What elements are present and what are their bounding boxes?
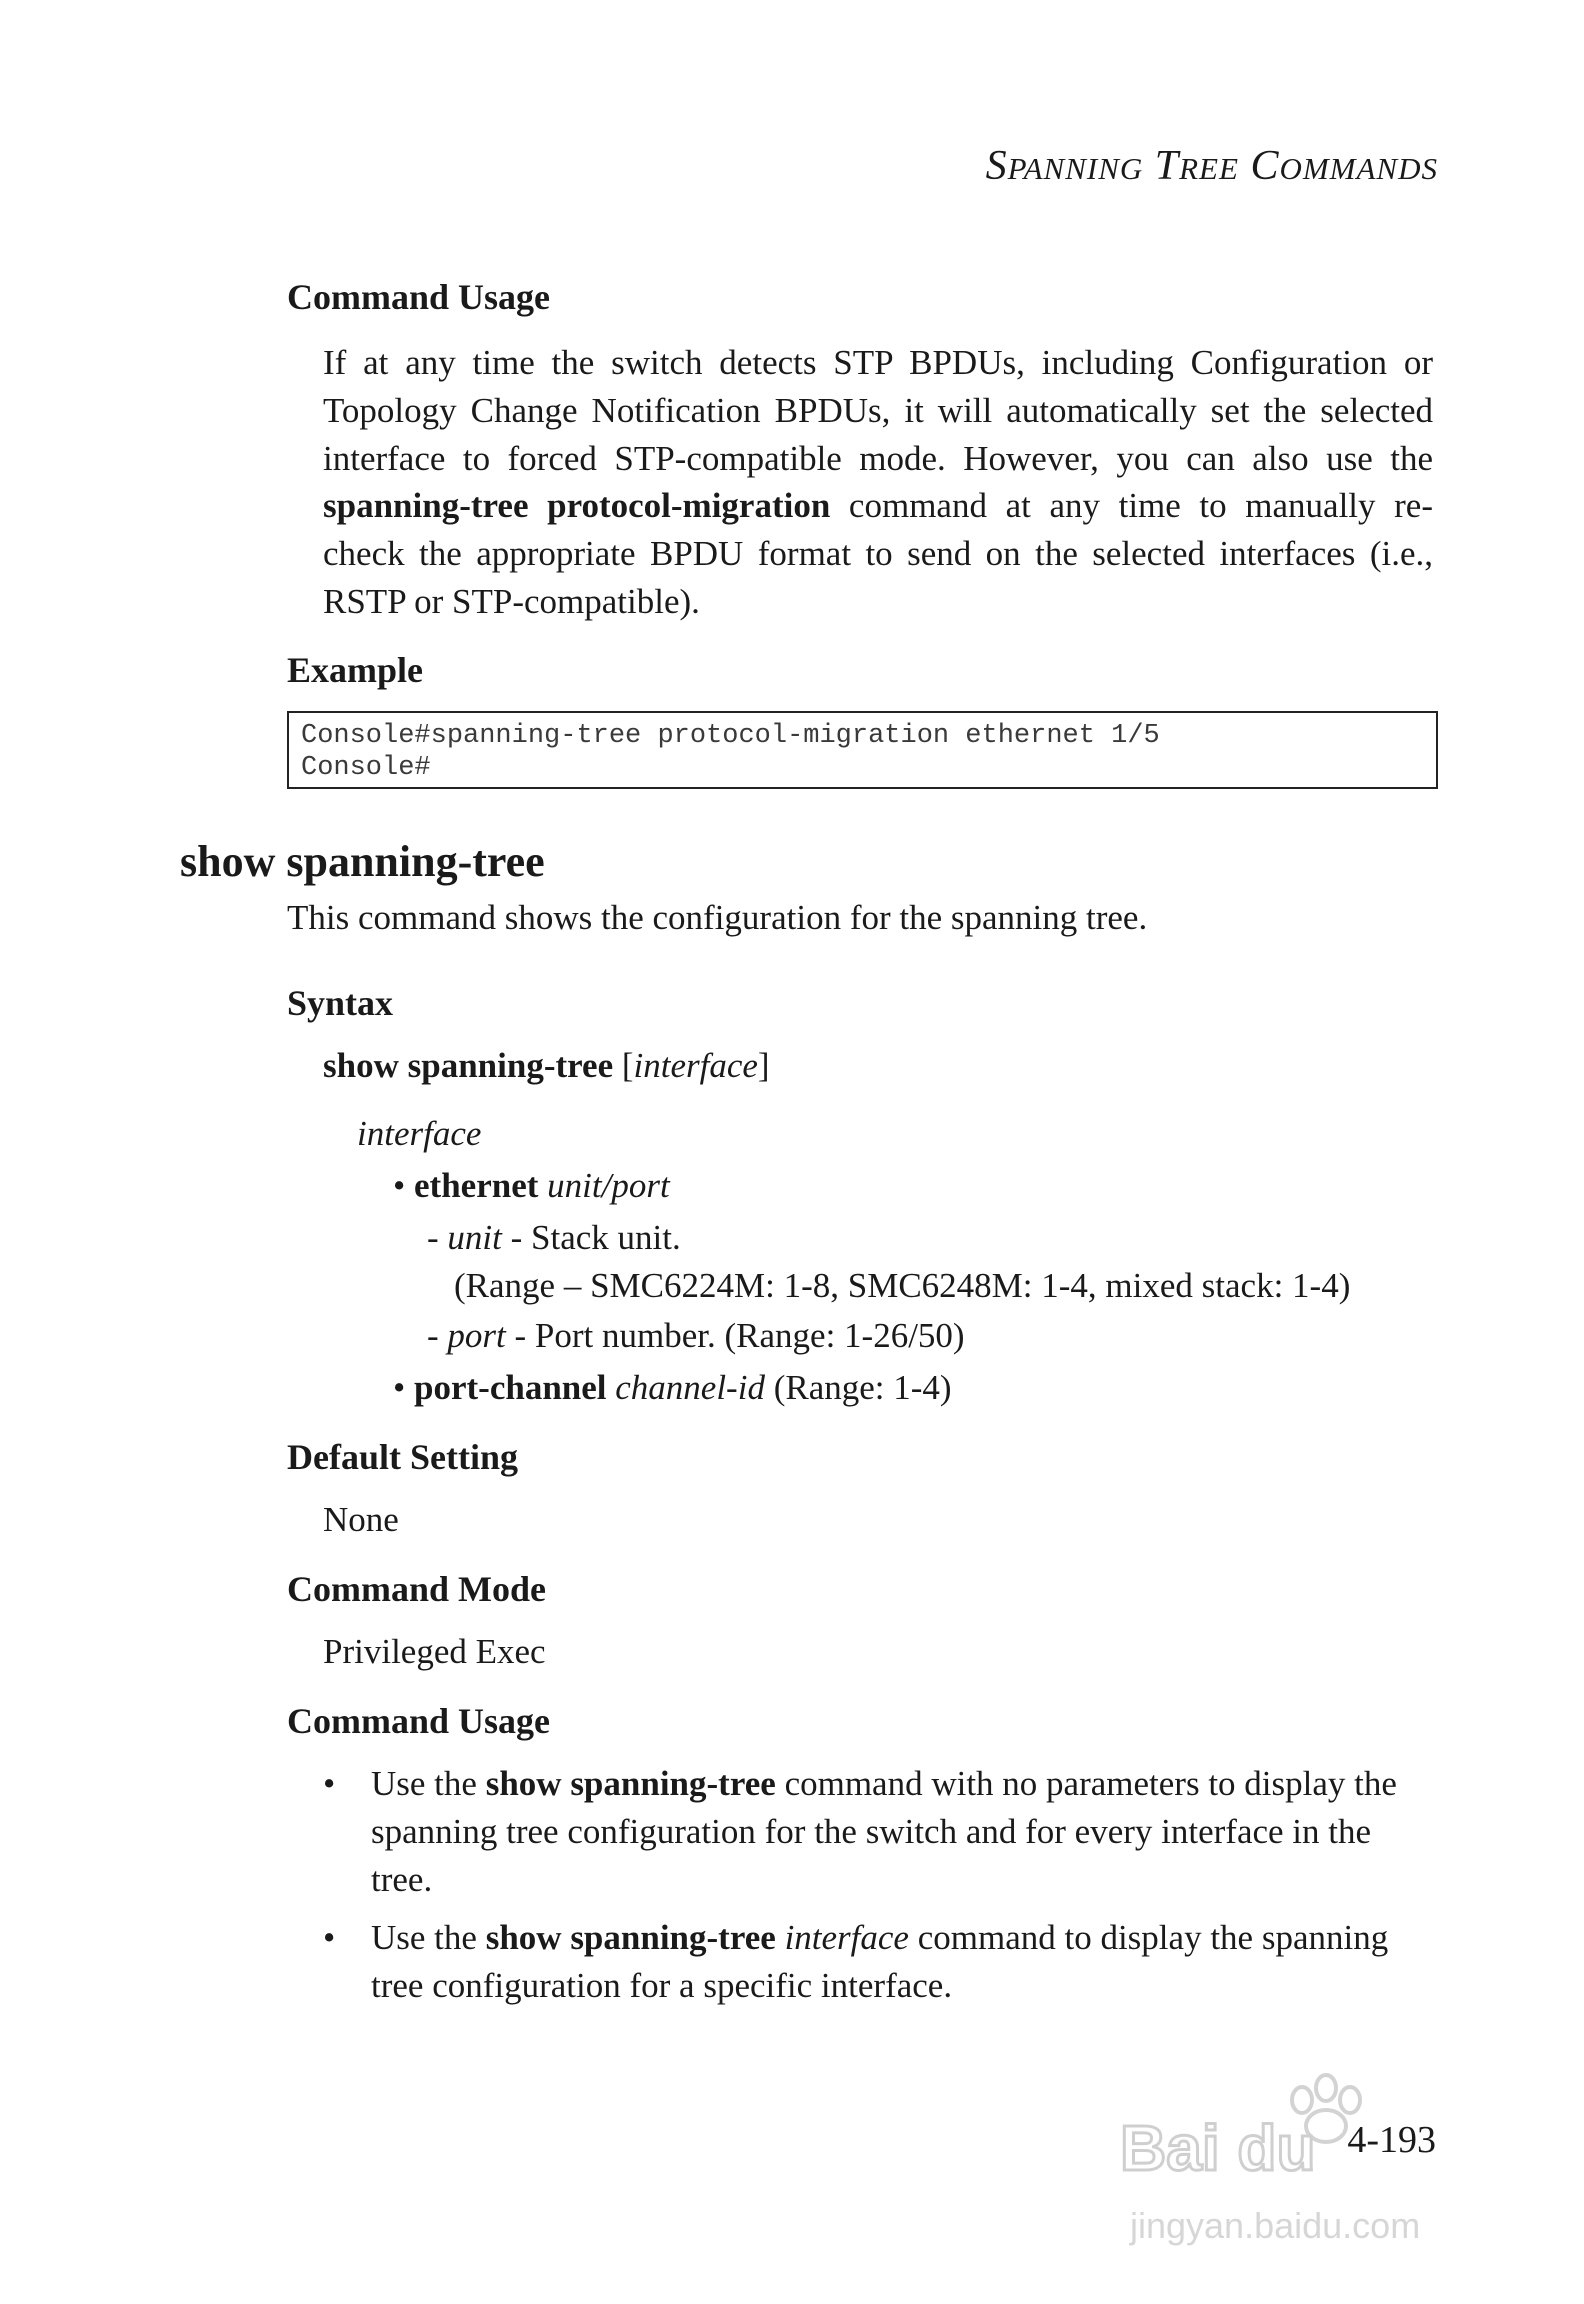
param-interface-name: interface <box>357 1114 482 1153</box>
param-ethernet <box>393 1162 670 1210</box>
command-mode-heading: Command Mode <box>287 1569 546 1609</box>
usage-text-b: command at any time to manually re-check the appropriate BPDU format to send on the selected interfaces (i.e., RSTP or STP-compatible). <box>323 486 1433 621</box>
port-channel-keyword: port-channel <box>414 1368 607 1407</box>
baidu-watermark-icon <box>1120 2060 1500 2250</box>
ethernet-keyword: ethernet <box>414 1166 539 1205</box>
watermark-brand: Bai du <box>1120 2112 1316 2184</box>
command-title: show spanning-tree <box>180 837 545 886</box>
running-head-t: T <box>1154 143 1180 189</box>
command-usage-heading-1: Command Usage <box>287 277 551 317</box>
bullet-icon: • <box>393 1166 406 1205</box>
usage-item-post: command with no parameters to display the spanning tree configuration for the switch and for every interface in the tree. <box>371 1764 1397 1899</box>
running-head <box>986 142 1438 190</box>
default-setting-value: None <box>323 1500 399 1539</box>
port-channel-arg: channel-id <box>615 1368 765 1407</box>
syntax-heading: Syntax <box>287 983 394 1023</box>
code-line: Console#spanning-tree protocol-migration ethernet 1/5 <box>301 721 1160 751</box>
usage-item-arg: interface <box>775 1918 909 1957</box>
unit-name: unit <box>447 1218 502 1257</box>
command-mode-value: Privileged Exec <box>323 1632 546 1671</box>
usage-item-command: show spanning-tree <box>485 1764 776 1803</box>
param-port <box>427 1312 965 1360</box>
param-interface-label <box>357 1110 481 1158</box>
command-usage-list <box>323 1760 1423 2020</box>
list-item <box>323 1914 1423 2010</box>
running-head-panning: PANNING <box>1007 151 1144 186</box>
usage-item-pre: Use the <box>371 1918 486 1957</box>
syntax-open-bracket: [ <box>621 1046 634 1085</box>
syntax-arg: interface <box>633 1046 758 1085</box>
example-code-box <box>287 711 1438 789</box>
running-head-c: C <box>1250 143 1280 189</box>
command-description: This command shows the configuration for the spanning tree. <box>287 898 1148 937</box>
bullet-icon: • <box>323 1918 336 1957</box>
example-heading: Example <box>287 650 424 690</box>
code-line: Console# <box>301 753 431 783</box>
syntax-command: show spanning-tree <box>323 1046 614 1085</box>
usage-item-post: command to display the spanning tree configuration for a specific interface. <box>371 1918 1389 2005</box>
running-head-ree: REE <box>1179 151 1239 186</box>
port-dash: - <box>427 1316 439 1355</box>
usage-item-command: show spanning-tree <box>485 1918 776 1957</box>
watermark-site: jingyan.baidu.com <box>1130 2205 1421 2246</box>
syntax-line <box>323 1042 770 1090</box>
command-usage-paragraph-1 <box>323 339 1433 626</box>
usage-text-a: If at any time the switch detects STP BPDUs, including Configuration or Topology Change Notification BPDUs, it will automatically set the selected interface to forced STP-compatible mode. However, you can also use the <box>323 343 1433 478</box>
bullet-icon: • <box>323 1764 336 1803</box>
port-name: port <box>447 1316 506 1355</box>
unit-desc: - Stack unit. <box>501 1218 681 1257</box>
command-usage-heading-2: Command Usage <box>287 1701 551 1741</box>
unit-dash: - <box>427 1218 439 1257</box>
running-head-ommands: OMMANDS <box>1279 151 1438 186</box>
default-setting-heading: Default Setting <box>287 1437 518 1477</box>
param-port-channel <box>393 1364 952 1412</box>
usage-item-pre: Use the <box>371 1764 486 1803</box>
ethernet-args: unit/port <box>547 1166 670 1205</box>
list-item <box>323 1760 1423 1904</box>
syntax-close-bracket: ] <box>757 1046 770 1085</box>
port-channel-range: (Range: 1-4) <box>764 1368 952 1407</box>
port-desc: - Port number. (Range: 1-26/50) <box>505 1316 965 1355</box>
page-number: 4-193 <box>1347 2119 1436 2161</box>
param-unit <box>427 1214 681 1262</box>
usage-command-protocol-migration: spanning-tree protocol-migration <box>323 486 831 526</box>
bullet-icon: • <box>393 1368 406 1407</box>
running-head-s: S <box>985 143 1008 189</box>
param-unit-range: (Range – SMC6224M: 1-8, SMC6248M: 1-4, mixed stack: 1-4) <box>454 1266 1351 1305</box>
